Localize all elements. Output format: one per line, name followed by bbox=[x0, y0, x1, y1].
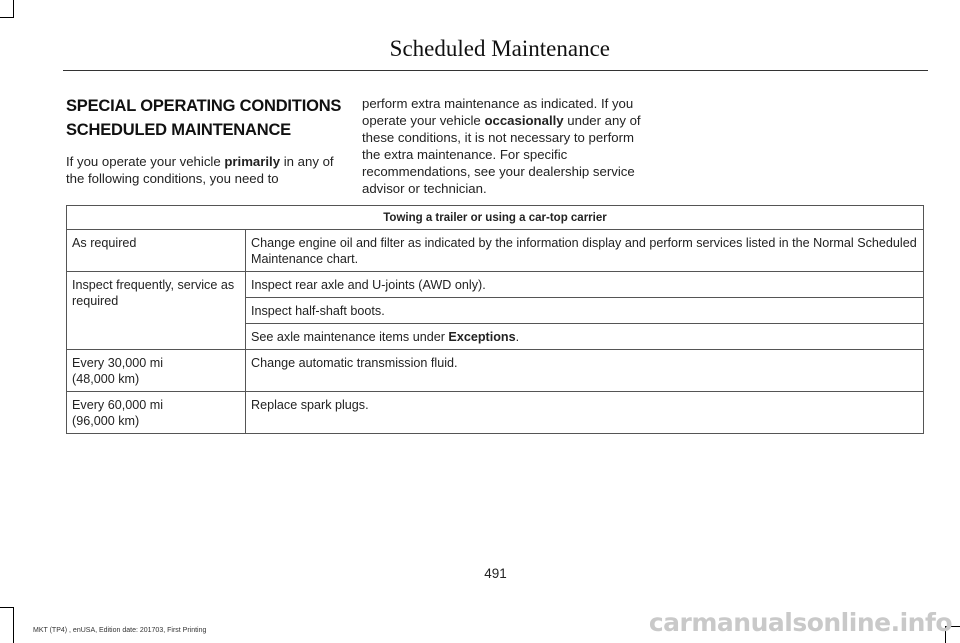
table-cell-action: Replace spark plugs. bbox=[246, 392, 924, 434]
table-cell-when bbox=[67, 392, 246, 434]
page-number: 491 bbox=[484, 566, 507, 581]
table-cell-action: Change engine oil and filter as indicated by the information display and perform services listed in the Normal Scheduled Maintenance chart. bbox=[246, 230, 924, 272]
intro-paragraph-col1 bbox=[66, 153, 346, 187]
header-rule bbox=[63, 70, 928, 71]
table-cell-when: As required bbox=[67, 230, 246, 272]
crop-mark-bottom-left-h bbox=[0, 607, 14, 608]
table-cell-when: Inspect frequently, service as required bbox=[67, 272, 246, 350]
intro-col1-text-after: in any of the following conditions, you need to bbox=[66, 154, 334, 186]
table-header-row bbox=[67, 206, 924, 230]
interval-miles: Every 30,000 mi bbox=[72, 356, 163, 370]
crop-mark-bottom-left-v bbox=[13, 607, 14, 643]
exceptions-reference: Exceptions bbox=[448, 330, 516, 344]
interval-km: (96,000 km) bbox=[72, 414, 140, 428]
crop-mark-top-left-h bbox=[0, 17, 14, 18]
table-row bbox=[67, 392, 924, 434]
intro-col2-text-after: under any of these conditions, it is not necessary to perform the extra maintenance. For specific recommendations, see your dealership service advisor or technician. bbox=[362, 113, 641, 196]
footer-edition-info: MKT (TP4) , enUSA, Edition date: 201703, First Printing bbox=[33, 627, 207, 634]
section-heading-conditions: SPECIAL OPERATING CONDITIONS bbox=[66, 97, 342, 115]
table-row bbox=[67, 350, 924, 392]
interval-miles: Every 60,000 mi bbox=[72, 398, 163, 412]
watermark: carmanualsonline.info bbox=[648, 608, 952, 637]
maintenance-table bbox=[66, 205, 924, 434]
table-row bbox=[67, 230, 924, 272]
action-text-after: . bbox=[515, 330, 520, 344]
table-header: Towing a trailer or using a car-top carrier bbox=[67, 206, 924, 230]
interval-km: (48,000 km) bbox=[72, 372, 140, 386]
table-cell-action: Inspect rear axle and U-joints (AWD only). bbox=[246, 272, 924, 298]
section-heading-maintenance: SCHEDULED MAINTENANCE bbox=[66, 121, 291, 139]
intro-paragraph-col2 bbox=[362, 95, 644, 197]
intro-col2-emphasis: occasionally bbox=[484, 113, 564, 128]
table-cell-action: Inspect half-shaft boots. bbox=[246, 298, 924, 324]
page-title: Scheduled Maintenance bbox=[389, 36, 610, 61]
intro-col2-text-before: perform extra maintenance as indicated. If you operate your vehicle bbox=[362, 96, 634, 128]
table-row bbox=[67, 272, 924, 298]
table-cell-action bbox=[246, 324, 924, 350]
action-text-before: See axle maintenance items under bbox=[251, 330, 449, 344]
table-cell-action: Change automatic transmission fluid. bbox=[246, 350, 924, 392]
crop-mark-top-left-v bbox=[13, 0, 14, 17]
intro-col1-text-before: If you operate your vehicle bbox=[66, 154, 225, 169]
table-cell-when bbox=[67, 350, 246, 392]
intro-col1-emphasis: primarily bbox=[224, 154, 281, 169]
